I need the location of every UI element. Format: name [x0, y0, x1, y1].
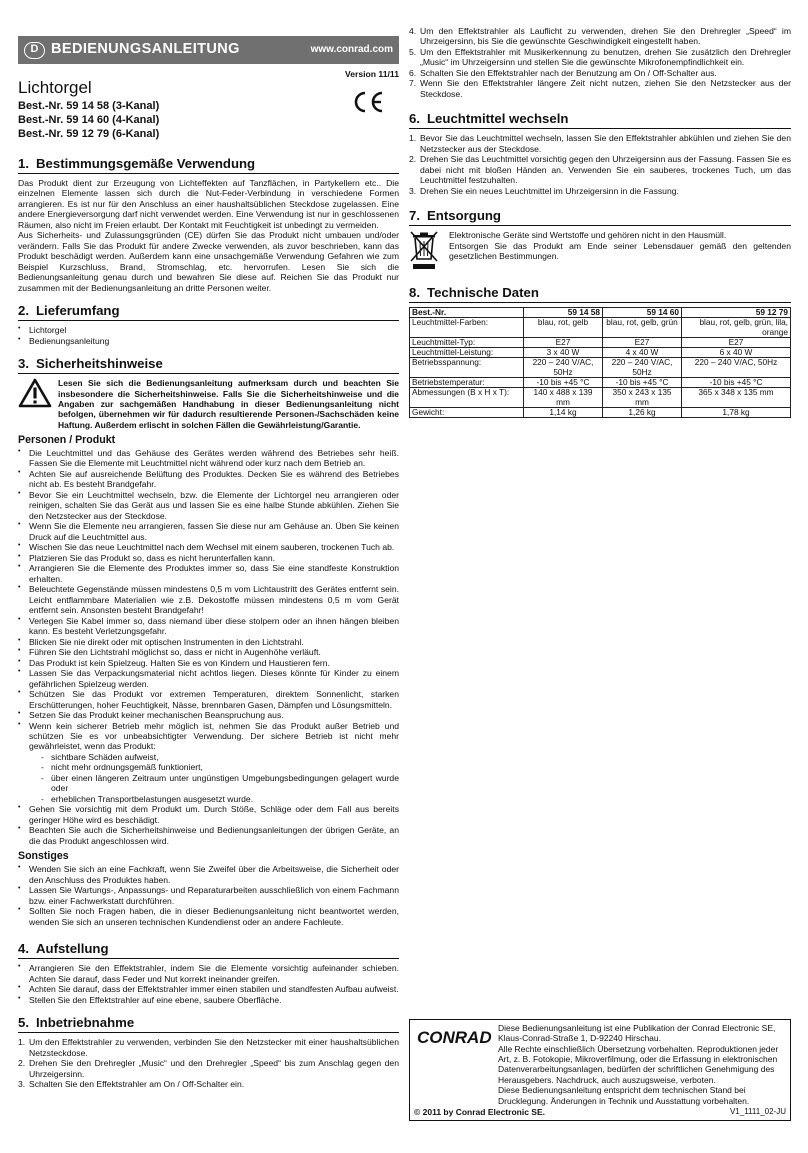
misc-list [18, 864, 399, 927]
subheading: Personen / Produkt [18, 434, 116, 446]
list-item: • Setzen Sie das Produkt keiner mechanischen Beanspruchung aus. [18, 710, 399, 720]
order-number: Best.-Nr. 59 14 60 (4-Kanal) [18, 114, 160, 127]
operation-steps-a [18, 1037, 399, 1089]
order-numbers [18, 99, 399, 142]
table-cell: E27 [603, 337, 682, 347]
list-item: • Beleuchtete Gegenstände müssen mindestens 0,5 m vom Lichtaustritt des Gerätes entfernt sein. Leicht entflammbare Materialien wie z.B. Dekostoffe müssen mindestens 0,5 m vom Gerät entfernt sein. Ansonsten besteht Brandgefahr! [18, 584, 399, 615]
dash-item: - nicht mehr ordnungsgemäß funktioniert, [29, 762, 399, 772]
list-item: • Gehen Sie vorsichtig mit dem Produkt um. Durch Stöße, Schläge oder dem Fall aus bereits geringer Höhe wird es beschädigt. [18, 804, 399, 825]
table-row [410, 358, 791, 378]
condition-list [29, 752, 399, 804]
order-number: Best.-Nr. 59 14 58 (3-Kanal) [18, 99, 160, 112]
step-item: 1. Bevor Sie das Leuchtmittel wechseln, lassen Sie den Effektstrahler abkühlen und ziehen Sie den Netzstecker aus der Steckdose. [409, 133, 791, 154]
ce-mark-icon [349, 90, 385, 114]
list-item: • Bevor Sie ein Leuchtmittel wechseln, bzw. die Elemente der Lichtorgel neu arrangieren oder reinigen, schalten Sie das Gerät aus und lassen Sie es eine halbe Stunde abkühlen. Ziehen Sie den Netzstecker aus der Steckdose. [18, 490, 399, 521]
table-header-cell: 59 14 60 [603, 308, 682, 318]
step-item: 5. Um den Effektstrahler mit Musikerkennung zu benutzen, drehen Sie zusätzlich den Drehregler „Music“ im Uhrzeigersinn und stellen Sie die gewünschte Mikrofonempfindlichkeit ein. [409, 46, 791, 68]
safety-list [18, 448, 399, 846]
warning-triangle-icon [18, 378, 52, 408]
table-cell: Betriebsspannung: [410, 358, 524, 378]
version-label: Version 11/11 [345, 69, 399, 79]
scope-list [18, 325, 399, 346]
table-cell: E27 [524, 337, 603, 347]
section-heading: 5. Inbetriebnahme [18, 1015, 399, 1033]
paragraph: Aus Sicherheits- und Zulassungsgründen (CE) dürfen Sie das Produkt nicht umbauen und/oder verändern. Falls Sie das Produkt für andere Zwecke verwenden, als zuvor beschrieben, kann das Produkt beschädigt werden. Außerdem kann eine unsachgemäße Verwendung Gefahren wie zum Beispiel Kurzschluss, Brand, Stromschlag, etc. hervorrufen. Lesen Sie sich die Bedienungsanleitung genau durch und bewahren Sie diese auf. Reichen Sie das Produkt nur zusammen mit der Bedienungsanleitung an dritte Personen weiter. [18, 230, 399, 293]
table-cell: -10 bis +45 °C [682, 378, 791, 388]
step-item: 7. Wenn Sie den Effektstrahler längere Zeit nicht nutzen, ziehen Sie den Netzstecker aus der Steckdose. [409, 78, 791, 99]
svg-text:CONRAD: CONRAD [417, 1028, 492, 1047]
list-item: • Platzieren Sie das Produkt so, dass es nicht herunterfallen kann. [18, 553, 399, 563]
table-cell: 3 x 40 W [524, 348, 603, 358]
paragraph: Elektronische Geräte sind Wertstoffe und gehören nicht in den Hausmüll. [449, 230, 727, 241]
list-item: • Achten Sie auf ausreichende Belüftung des Produktes. Decken Sie es während des Betriebes nicht ab. Es besteht Brandgefahr. [18, 469, 399, 490]
table-cell: Leuchtmittel-Typ: [410, 337, 524, 347]
table-cell: 220 – 240 V/AC, 50Hz [603, 358, 682, 378]
list-item: • Beachten Sie auch die Sicherheitshinweise und Bedienungsanleitungen der übrigen Geräte, an die das Produkt angeschlossen wird. [18, 825, 399, 846]
publisher-line: Diese Bedienungsanleitung ist eine Publikation der Conrad Electronic SE, Klaus-Conrad-Straße 1, D-92240 Hirschau. [498, 1023, 776, 1044]
list-item: • Das Produkt ist kein Spielzeug. Halten Sie es von Kindern und Haustieren fern. [18, 658, 399, 668]
step-item: 3. Schalten Sie den Effektstrahler am On / Off-Schalter ein. [18, 1079, 245, 1090]
list-item [18, 721, 399, 805]
list-item: • Bedienungsanleitung [18, 336, 399, 346]
copyright: © 2011 by Conrad Electronic SE. [414, 1106, 545, 1117]
table-header-row [410, 308, 791, 318]
dash-item: - sichtbare Schäden aufweist, [29, 752, 399, 762]
dash-item: - erheblichen Transportbelastungen ausgesetzt wurde. [29, 794, 399, 804]
list-item: • Blicken Sie nie direkt oder mit optischen Instrumenten in den Lichtstrahl. [18, 637, 399, 647]
table-cell: 6 x 40 W [682, 348, 791, 358]
step-item: 3. Drehen Sie ein neues Leuchtmittel im Uhrzeigersinn in die Fassung. [409, 185, 679, 196]
table-cell: Betriebstemperatur: [410, 378, 524, 388]
list-item: • Arrangieren Sie den Effektstrahler, indem Sie die Elemente vorsichtig aufeinander schieben. Achten Sie darauf, dass Feder und Nut korrekt ineinander greifen. [18, 963, 399, 984]
step-item: 4. Um den Effektstrahler als Lauflicht zu verwenden, drehen Sie den Drehregler „Speed“ im Uhrzeigersinn, bis Sie die gewünschte Geschwindigkeit eingestellt haben. [409, 26, 791, 47]
table-cell: -10 bis +45 °C [524, 378, 603, 388]
language-badge: D [24, 42, 45, 59]
table-cell: 1,78 kg [682, 407, 791, 417]
list-item: • Schützen Sie das Produkt vor extremen Temperaturen, direktem Sonnenlicht, starken Erschütterungen, hoher Feuchtigkeit, Nässe, brennbaren Gasen, Dämpfen und Lösungsmitteln. [18, 689, 399, 710]
table-cell: 365 x 348 x 135 mm [682, 388, 791, 408]
step-item: 2. Drehen Sie den Drehregler „Music“ und den Drehregler „Speed“ bis zum Anschlag gegen den Uhrzeigersinn. [18, 1058, 399, 1079]
table-cell: E27 [682, 337, 791, 347]
right-column [409, 26, 791, 418]
list-item: • Wischen Sie das neue Leuchtmittel nach dem Wechsel mit einem sauberen, trockenen Tuch ab. [18, 542, 399, 552]
step-item: 1. Um den Effektstrahler zu verwenden, verbinden Sie den Netzstecker mit einer haushaltsüblichen Netzsteckdose. [18, 1037, 399, 1058]
website-link[interactable]: www.conrad.com [310, 43, 393, 55]
rights-line: Alle Rechte einschließlich Übersetzung vorbehalten. Reproduktionen jeder Art, z. B. Fotokopie, Mikroverfilmung, oder die Erfassung in elektronischen Datenverarbeitungsanlagen, bedürfen der schriftlichen Genehmigung des Herausgebers. Nachdruck, auch auszugsweise, verboten. [498, 1043, 779, 1085]
list-item: • Sollten Sie noch Fragen haben, die in dieser Bedienungsanleitung nicht beantwortet werden, wenden Sie sich an unseren technischen Kundendienst oder an andere Fachleute. [18, 906, 399, 927]
table-row [410, 378, 791, 388]
table-row [410, 388, 791, 408]
table-cell: 220 – 240 V/AC, 50Hz [682, 358, 791, 378]
bulb-steps [409, 133, 791, 196]
section-heading: 2. Lieferumfang [18, 303, 399, 321]
list-item: • Stellen Sie den Effektstrahler auf eine ebene, saubere Oberfläche. [18, 995, 399, 1005]
table-cell: 350 x 243 x 135 mm [603, 388, 682, 408]
section-heading: 1. Bestimmungsgemäße Verwendung [18, 156, 399, 174]
dash-item: - über einen längeren Zeitraum unter ungünstigen Umgebungsbedingungen gelagert wurde oder [29, 773, 399, 794]
order-number: Best.-Nr. 59 12 79 (6-Kanal) [18, 128, 160, 141]
step-item: 6. Schalten Sie den Effektstrahler nach der Benutzung am On / Off-Schalter aus. [409, 67, 717, 78]
spec-table [409, 307, 791, 418]
list-item: • Verlegen Sie Kabel immer so, dass niemand über diese stolpern oder an ihnen hängen bleiben kann. Es besteht Verletzungsgefahr. [18, 616, 399, 637]
crossed-bin-icon [409, 230, 439, 270]
table-cell: blau, rot, gelb, grün [603, 318, 682, 338]
list-item: • Lassen Sie das Verpackungsmaterial nicht achtlos liegen. Dieses könnte für Kinder zu einem gefährlichen Spielzeug werden. [18, 668, 399, 689]
table-cell: 1,14 kg [524, 407, 603, 417]
list-item-text: Wenn kein sicherer Betrieb mehr möglich ist, nehmen Sie das Produkt außer Betrieb und schützen Sie es vor unbeabsichtigter Verwendung. Der sichere Betrieb ist nicht mehr gewährleistet, wenn das Produkt: [29, 720, 399, 752]
publisher-text [498, 1023, 786, 1106]
manual-title: BEDIENUNGSANLEITUNG [51, 41, 240, 58]
table-header-cell: 59 12 79 [682, 308, 791, 318]
table-cell: Leuchtmittel-Farben: [410, 318, 524, 338]
operation-steps-b [409, 26, 791, 99]
list-item: • Wenn Sie die Elemente neu arrangieren, fassen Sie diese nur am Gehäuse an. Üben Sie keinen Druck auf die Leuchtmittel aus. [18, 521, 399, 542]
paragraph: Entsorgen Sie das Produkt am Ende seiner Lebensdauer gemäß den geltenden gesetzlichen Bestimmungen. [449, 240, 791, 262]
list-item: • Wenden Sie sich an eine Fachkraft, wenn Sie Zweifel über die Arbeitsweise, die Sicherheit oder den Anschluss des Produktes haben. [18, 864, 399, 885]
table-row [410, 407, 791, 417]
list-item: • Lichtorgel [18, 325, 399, 335]
disposal-block [409, 230, 791, 272]
section-heading: 4. Aufstellung [18, 941, 399, 959]
list-item: • Lassen Sie Wartungs-, Anpassungs- und Reparaturarbeiten ausschließlich von einem Fachmann bzw. einer Fachwerkstatt durchführen. [18, 885, 399, 906]
table-row [410, 318, 791, 338]
product-title: Lichtorgel [18, 78, 92, 97]
table-cell: 140 x 488 x 139 mm [524, 388, 603, 408]
list-item: • Führen Sie den Lichtstrahl möglichst so, dass er nicht in Augenhöhe verläuft. [18, 647, 399, 657]
table-cell: blau, rot, gelb [524, 318, 603, 338]
setup-list [18, 963, 399, 1005]
table-cell: 220 – 240 V/AC, 50Hz [524, 358, 603, 378]
paragraph: Das Produkt dient zur Erzeugung von Lichteffekten auf Tanzflächen, in Partykellern etc.. Die einzelnen Elemente lassen sich durch die Nut-Feder-Verbindung in verschiedene Formen arrangieren. Es ist nur für den Anschluss an einer haushaltsüblichen Steckdose zugelassen. Eine andere Energieversorgung darf nicht verwendet werden. Eine Verwendung ist nur in geschlossenen Räumen, also nicht im Freien erlaubt. Der Kontakt mit Feuchtigkeit ist unbedingt zu vermeiden. [18, 177, 399, 230]
step-item: 2. Drehen Sie das Leuchtmittel vorsichtig gegen den Uhrzeigersinn aus der Fassung. Fassen Sie es dabei nicht mit bloßen Händen an. Verwenden Sie ein sauberes, trockenes Tuch, um das Leuchtmittel festzuhalten. [409, 154, 791, 186]
section-heading: 3. Sicherheitshinweise [18, 356, 399, 374]
section-heading: 8. Technische Daten [409, 285, 791, 303]
table-header-cell: 59 14 58 [524, 308, 603, 318]
warning-block [18, 378, 399, 430]
header-banner [18, 36, 399, 64]
table-header-cell: Best.-Nr. [410, 308, 524, 318]
table-row [410, 348, 791, 358]
document-version: V1_1111_02-JU [729, 1107, 786, 1117]
table-cell: Leuchtmittel-Leistung: [410, 348, 524, 358]
list-item: • Die Leuchtmittel und das Gehäuse des Gerätes werden während des Betriebes sehr heiß. Fassen Sie die Elemente mit Leuchtmittel nicht während oder kurz nach dem Betrieb an. [18, 448, 399, 469]
table-cell: Gewicht: [410, 407, 524, 417]
table-cell: 4 x 40 W [603, 348, 682, 358]
subheading: Sonstiges [18, 850, 69, 863]
list-item: • Achten Sie darauf, dass der Effektstrahler immer einen stabilen und standfesten Aufbau aufweist. [18, 984, 399, 994]
publisher-box [409, 1019, 791, 1121]
warning-text: Lesen Sie sich die Bedienungsanleitung aufmerksam durch und beachten Sie insbesondere die Sicherheitshinweise. Falls Sie die Sicherheitshinweise und die Angaben zur sachgemäßen Handhabung in dieser Bedienungsanleitung nicht befolgen, übernehmen wir für dadurch resultierende Personen-/Sachschäden keine Haftung. Außerdem erlischt in solchen Fällen die Gewährleistung/Garantie. [58, 378, 399, 430]
list-item: • Arrangieren Sie die Elemente des Produktes immer so, dass Sie eine standfeste Konstruktion erhalten. [18, 563, 399, 584]
section-heading: 7. Entsorgung [409, 208, 791, 226]
conrad-logo-icon [414, 1026, 492, 1048]
table-cell: -10 bis +45 °C [603, 378, 682, 388]
table-cell: 1,26 kg [603, 407, 682, 417]
left-column [18, 70, 399, 1090]
table-row [410, 337, 791, 347]
table-cell: Abmessungen (B x H x T): [410, 388, 524, 408]
section-heading: 6. Leuchtmittel wechseln [409, 111, 791, 129]
table-cell: blau, rot, gelb, grün, lila, orange [682, 318, 791, 338]
revision-line: Diese Bedienungsanleitung entspricht dem technischen Stand bei Drucklegung. Änderungen in Technik und Ausstattung vorbehalten. [498, 1085, 750, 1106]
